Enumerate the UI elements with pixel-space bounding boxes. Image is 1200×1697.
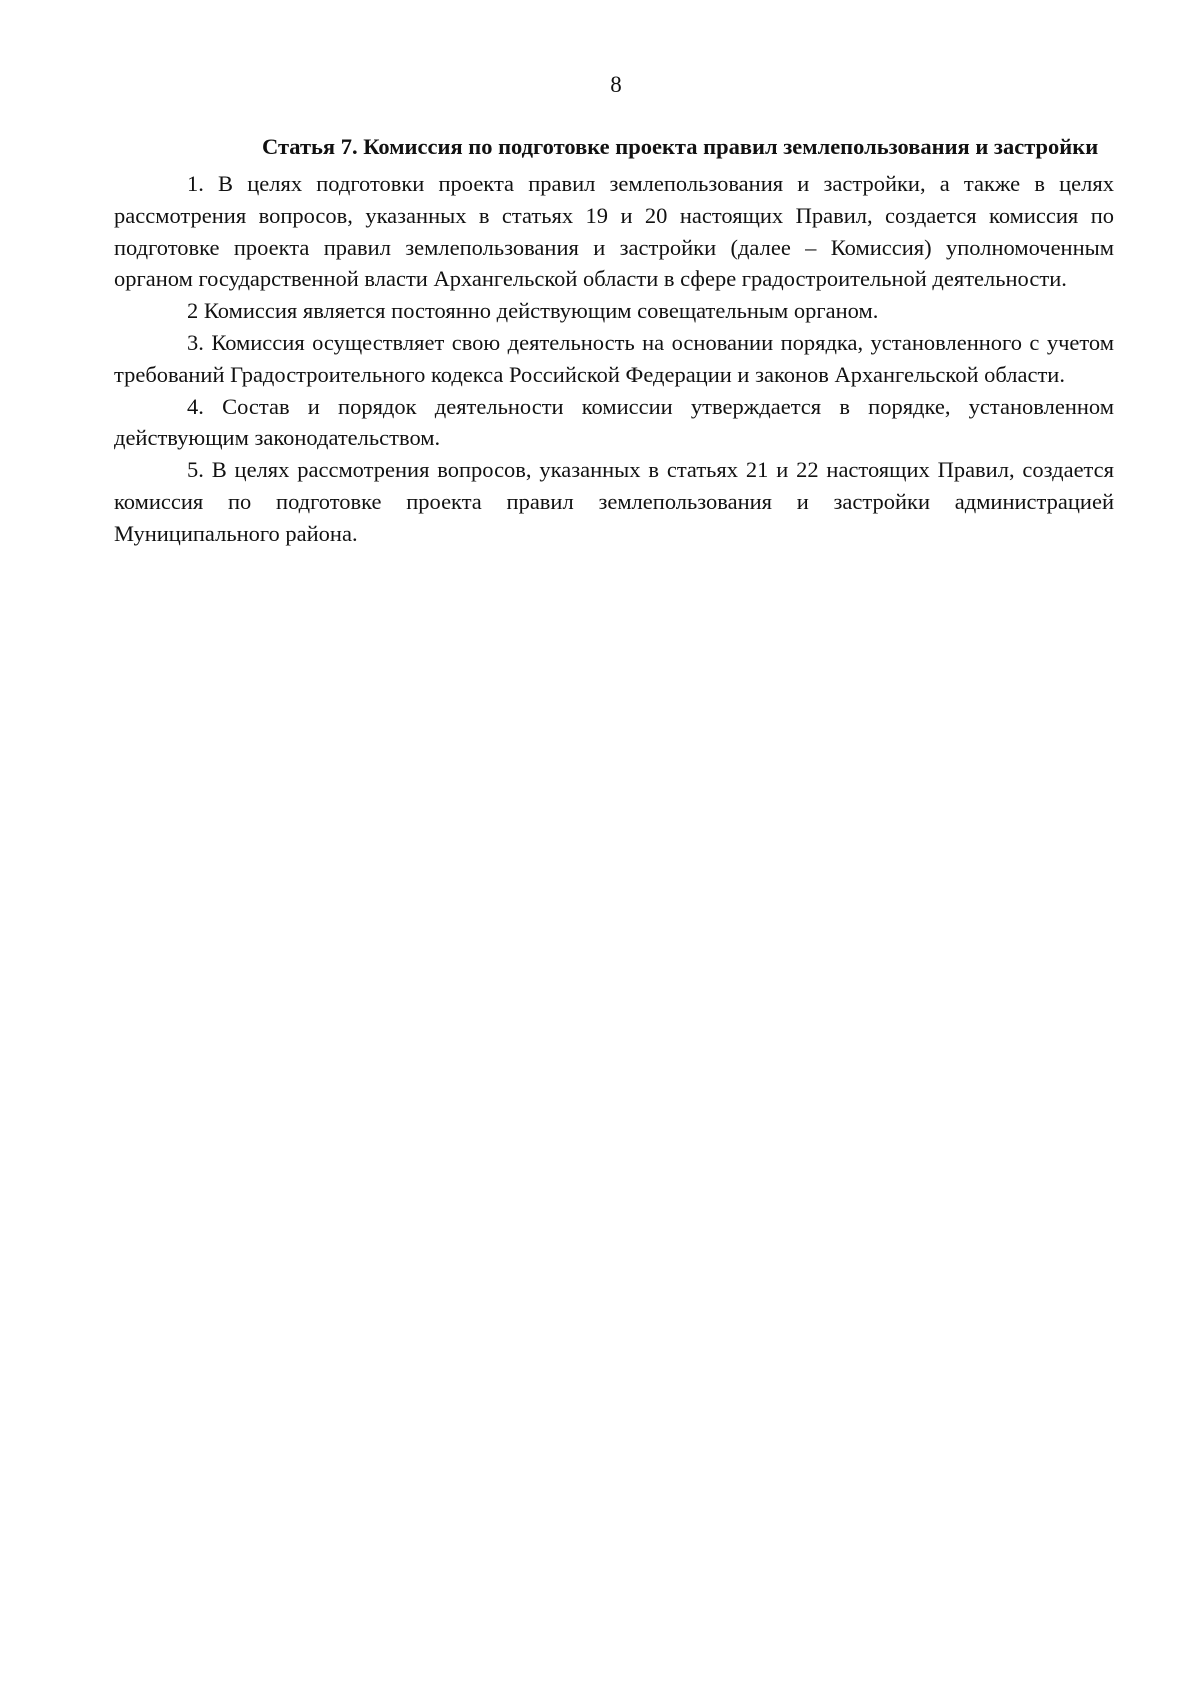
paragraph-1: 1. В целях подготовки проекта правил землепользования и застройки, а также в целях рассмотрения вопросов, указанных в статьях 19 и 20 настоящих Правил, создается комиссия по подготовке проекта правил землепользования и застройки (далее – Комиссия) уполномоченным органом государственной власти Архангельской области в сфере градостроительной деятельности.: [114, 171, 1114, 292]
paragraph-5: 5. В целях рассмотрения вопросов, указанных в статьях 21 и 22 настоящих Правил, создается комиссия по подготовке проекта правил землепользования и застройки администрацией Муниципального района.: [114, 457, 1114, 546]
article-section: [114, 132, 1114, 550]
article-body: [114, 168, 1114, 550]
page-number: 8: [610, 72, 622, 97]
paragraph-2: 2 Комиссия является постоянно действующим совещательным органом.: [187, 298, 879, 324]
paragraph-3: 3. Комиссия осуществляет свою деятельность на основании порядка, установленного с учетом требований Градостроительного кодекса Российской Федерации и законов Архангельской области.: [114, 329, 1114, 387]
article-title: Статья 7. Комиссия по подготовке проекта правил землепользования и застройки: [262, 134, 1099, 159]
paragraph-4: 4. Состав и порядок деятельности комиссии утверждается в порядке, установленном действующим законодательством.: [114, 393, 1114, 451]
